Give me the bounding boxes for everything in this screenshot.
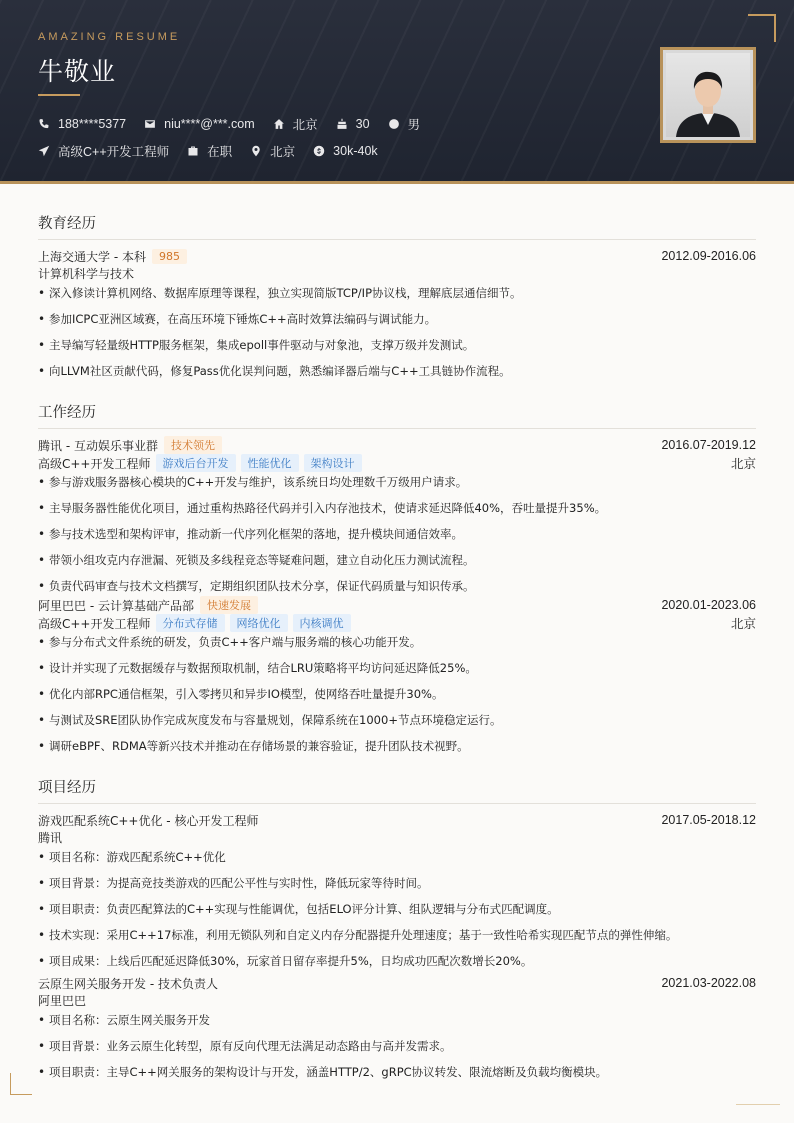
name-underline	[38, 94, 80, 96]
bullet-list	[38, 849, 756, 974]
role-left	[38, 614, 351, 632]
list-item: • 与测试及SRE团队协作完成灰度发布与容量规划，保障系统在1000+节点环境稳定运行。	[38, 712, 756, 738]
person-silhouette-icon	[666, 53, 750, 137]
entry-date: 2017.05-2018.12	[661, 813, 756, 827]
school-tag: 985	[152, 249, 187, 264]
contact-row	[38, 115, 438, 133]
gender-text: 男	[407, 118, 421, 132]
company-name: 腾讯 - 互动娱乐事业群	[38, 438, 158, 453]
list-item: • 项目职责：负责匹配算法的C++实现与性能调优，包括ELO评分计算、组队逻辑与分布式匹配调度。	[38, 901, 756, 927]
candidate-name: 牛敬业	[38, 57, 117, 86]
role-title: 高级C++开发工程师	[38, 616, 151, 631]
role-row	[38, 614, 756, 632]
age-item	[336, 117, 370, 131]
work-city-text: 北京	[270, 145, 296, 159]
company-name: 阿里巴巴 - 云计算基础产品部	[38, 598, 194, 613]
list-item: • 项目背景：业务云原生化转型，原有反向代理无法满足动态路由与高并发需求。	[38, 1038, 756, 1064]
email-item	[144, 117, 255, 131]
entry-left	[38, 436, 222, 454]
list-item: • 向LLVM社区贡献代码，修复Pass优化误判问题，熟悉编译器后端与C++工具链协作流程。	[38, 363, 756, 389]
education-entry	[38, 247, 756, 389]
resume-header	[0, 0, 794, 184]
project-org: 腾讯	[38, 831, 63, 845]
entry-left	[38, 596, 258, 614]
resume-body	[38, 200, 756, 1090]
age-text: 30	[355, 117, 370, 131]
work-section	[38, 401, 756, 764]
section-title: 教育经历	[38, 212, 756, 240]
project-entry	[38, 811, 756, 974]
money-icon	[313, 145, 325, 157]
city-item	[273, 115, 318, 133]
entry-header	[38, 436, 756, 454]
list-item: • 参加ICPC亚洲区域赛，在高压环境下锤炼C++高时效算法编码与调试能力。	[38, 311, 756, 337]
status-item	[187, 142, 232, 160]
work-location: 北京	[730, 457, 756, 471]
job-row	[38, 142, 396, 160]
bullet-list	[38, 1012, 756, 1090]
skill-tag: 内核调优	[293, 614, 351, 632]
entry-left	[38, 248, 187, 265]
home-icon	[273, 118, 285, 130]
project-org: 阿里巴巴	[38, 994, 87, 1008]
cake-icon	[336, 118, 348, 130]
position-item	[38, 142, 169, 160]
skill-tag: 性能优化	[241, 454, 299, 472]
list-item: • 主导服务器性能优化项目，通过重构热路径代码并引入内存池技术，使请求延迟降低40%，吞吐量提升35%。	[38, 500, 756, 526]
skill-tag: 分布式存储	[156, 614, 225, 632]
project-name: 云原生网关服务开发 - 技术负责人	[38, 976, 218, 991]
work-location: 北京	[730, 617, 756, 631]
list-item: • 项目名称：云原生网关服务开发	[38, 1012, 756, 1038]
mail-icon	[144, 118, 156, 130]
list-item: • 参与游戏服务器核心模块的C++开发与维护，该系统日均处理数千万级用户请求。	[38, 474, 756, 500]
bullet-list	[38, 474, 756, 596]
bullet-list	[38, 285, 756, 389]
city-text: 北京	[292, 118, 318, 132]
status-text: 在职	[207, 145, 233, 159]
send-icon	[38, 145, 50, 157]
project-entry	[38, 974, 756, 1090]
work-entry	[38, 436, 756, 596]
list-item: • 项目成果：上线后匹配延迟降低30%，玩家首日留存率提升5%，日均成功匹配次数增长20%。	[38, 953, 756, 974]
corner-ornament	[10, 1073, 32, 1095]
company-tag: 技术领先	[164, 436, 222, 454]
phone-icon	[38, 118, 50, 130]
salary-item	[313, 144, 377, 158]
list-item: • 设计并实现了元数据缓存与数据预取机制，结合LRU策略将平均访问延迟降低25%。	[38, 660, 756, 686]
eyebrow-label: AMAZING RESUME	[38, 31, 181, 43]
phone-item	[38, 117, 126, 131]
briefcase-icon	[187, 145, 199, 157]
avatar	[666, 53, 750, 137]
project-name: 游戏匹配系统C++优化 - 核心开发工程师	[38, 813, 259, 828]
work-entry	[38, 596, 756, 764]
corner-ornament	[748, 14, 776, 42]
list-item: • 调研eBPF、RDMA等新兴技术并推动在存储场景的兼容验证，提升团队技术视野。	[38, 738, 756, 764]
list-item: • 主导编写轻量级HTTP服务框架，集成epoll事件驱动与对象池，支撑万级并发测试。	[38, 337, 756, 363]
section-title: 项目经历	[38, 776, 756, 804]
company-tag: 快速发展	[200, 596, 258, 614]
list-item: • 项目背景：为提高竞技类游戏的匹配公平性与实时性，降低玩家等待时间。	[38, 875, 756, 901]
education-section	[38, 212, 756, 389]
list-item: • 带领小组攻克内存泄漏、死锁及多线程竞态等疑难问题，建立自动化压力测试流程。	[38, 552, 756, 578]
role-row	[38, 454, 756, 472]
entry-left	[38, 812, 258, 829]
major: 计算机科学与技术	[38, 267, 135, 281]
entry-header	[38, 811, 756, 829]
section-title: 工作经历	[38, 401, 756, 429]
role-left	[38, 454, 362, 472]
list-item: • 参与技术选型和架构评审，推动新一代序列化框架的落地，提升模块间通信效率。	[38, 526, 756, 552]
list-item: • 参与分布式文件系统的研发，负责C++客户端与服务端的核心功能开发。	[38, 634, 756, 660]
gender-item	[388, 115, 421, 133]
skill-tag: 游戏后台开发	[156, 454, 236, 472]
skill-tag: 网络优化	[230, 614, 288, 632]
profile-photo	[660, 47, 756, 143]
entry-header	[38, 247, 756, 265]
entry-left	[38, 975, 218, 992]
bullet-list	[38, 634, 756, 764]
location-icon	[250, 145, 262, 157]
list-item: • 项目名称：游戏匹配系统C++优化	[38, 849, 756, 875]
entry-date: 2016.07-2019.12	[661, 438, 756, 452]
entry-date: 2020.01-2023.06	[661, 598, 756, 612]
work-city-item	[250, 142, 295, 160]
skill-tag: 架构设计	[304, 454, 362, 472]
list-item: • 技术实现：采用C++17标准，利用无锁队列和自定义内存分配器提升处理速度；基于一致性哈希实现匹配节点的弹性伸缩。	[38, 927, 756, 953]
projects-section	[38, 776, 756, 1090]
entry-date: 2021.03-2022.08	[661, 976, 756, 990]
list-item: • 深入修读计算机网络、数据库原理等课程，独立实现简版TCP/IP协议栈，理解底层通信细节。	[38, 285, 756, 311]
entry-header	[38, 974, 756, 992]
entry-date: 2012.09-2016.06	[661, 249, 756, 263]
footer-rule	[736, 1104, 780, 1105]
position-text: 高级C++开发工程师	[58, 145, 170, 159]
gender-icon	[388, 118, 400, 130]
salary-text: 30k-40k	[333, 144, 378, 158]
role-title: 高级C++开发工程师	[38, 456, 151, 471]
list-item: • 优化内部RPC通信框架，引入零拷贝和异步IO模型，使网络吞吐量提升30%。	[38, 686, 756, 712]
list-item: • 负责代码审查与技术文档撰写，定期组织团队技术分享，保证代码质量与知识传承。	[38, 578, 756, 596]
phone-text: 188****5377	[58, 117, 127, 131]
entry-header	[38, 596, 756, 614]
school-name: 上海交通大学 - 本科	[38, 249, 146, 264]
list-item: • 项目职责：主导C++网关服务的架构设计与开发，涵盖HTTP/2、gRPC协议转发、限流熔断及负载均衡模块。	[38, 1064, 756, 1090]
email-text: niu****@***.com	[164, 117, 255, 131]
